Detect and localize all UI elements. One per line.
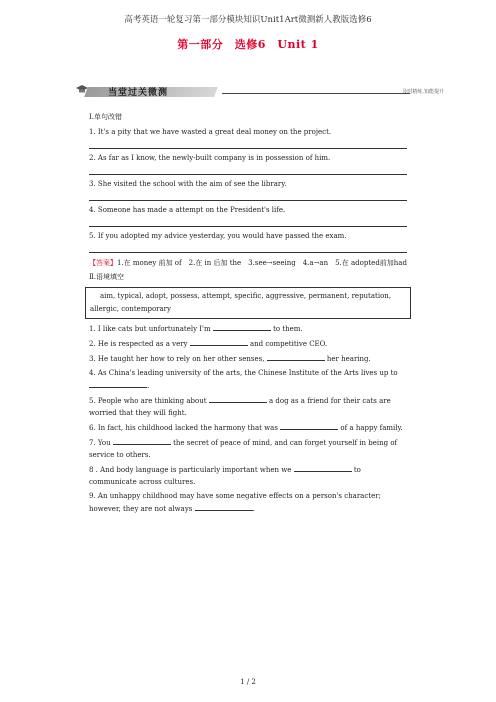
fill-blank[interactable] (190, 337, 248, 346)
answer-line[interactable] (89, 242, 407, 253)
fill-item: 2. He is respected as a very and competitive CEO. (89, 337, 409, 350)
part1-item: 4. Someone has made a attempt on the President's life. (89, 206, 286, 214)
answer-line[interactable] (89, 164, 407, 175)
fill-item: 5. People who are thinking about a dog as a friend for their cats are worried that they will fight. (89, 394, 409, 419)
fill-item: 9. An unhappy childhood may have some negative effects on a person's character; however, they are not always . (89, 492, 381, 513)
fill-item: 6. In fact, his childhood lacked the harmony that was of a happy family. (89, 421, 409, 434)
fill-item: 7. You the secret of peace of mind, and can forget yourself in being of service to others. (89, 436, 409, 461)
part1-heading: Ⅰ.单句改错 (89, 113, 122, 121)
answer-line[interactable] (89, 138, 407, 149)
banner-divider (222, 93, 410, 94)
section-title: 第一部分 选修6 Unit 1 (177, 38, 319, 51)
part1-item: 5. If you adopted my advice yesterday, you would have passed the exam. (89, 232, 347, 240)
part2-heading: Ⅱ.语境填空 (89, 273, 124, 281)
section-banner (72, 84, 444, 98)
fill-blank[interactable] (195, 502, 253, 511)
fill-item: 1. I like cats but unfortunately I'm to them. (89, 322, 409, 335)
page-number: 1 / 2 (240, 678, 256, 686)
fill-item: 8 . And body language is particularly important when we to communicate across cultures. (89, 463, 409, 488)
exercise-content (89, 112, 409, 517)
fill-blank[interactable] (89, 379, 147, 388)
answer-line[interactable] (89, 216, 407, 227)
part1-item: 3. She visited the school with the aim of see the library. (89, 180, 287, 188)
fill-blank[interactable] (209, 394, 267, 403)
part1-item: 2. As far as I know, the newly-built company is in possession of him. (89, 154, 331, 162)
document-title: 高考英语一轮复习第一部分模块知识Unit1Art微测新人教版选修6 (124, 15, 372, 25)
fill-blank[interactable] (280, 421, 338, 430)
answer-tag: 【答案】 (89, 259, 117, 267)
part1-item: 1. It's a pity that we have wasted a great deal money on the project. (89, 128, 332, 136)
answer-key (89, 257, 409, 269)
fill-blank[interactable] (213, 322, 271, 331)
answer-line[interactable] (89, 190, 407, 201)
banner-subtitle: 及时精练,知能提升 (402, 89, 444, 95)
fill-blank[interactable] (267, 352, 325, 361)
answer-text: 1.在 money 前加 of 2.在 in 后加 the 3.see→seeing 4.a→an 5.在 adopted前加had (117, 259, 407, 267)
banner-label: 当堂过关微测 (108, 88, 169, 98)
fill-item: 4. As China's leading university of the arts, the Chinese Institute of the Arts lives up to . (89, 369, 398, 390)
fill-item: 3. He taught her how to rely on her other senses, her hearing. (89, 352, 409, 365)
fill-blank[interactable] (294, 463, 352, 472)
fill-blank[interactable] (113, 436, 171, 445)
word-bank-box: aim, typical, adopt, possess, attempt, specific, aggressive, permanent, reputation, allergic, contemporary (85, 287, 411, 319)
